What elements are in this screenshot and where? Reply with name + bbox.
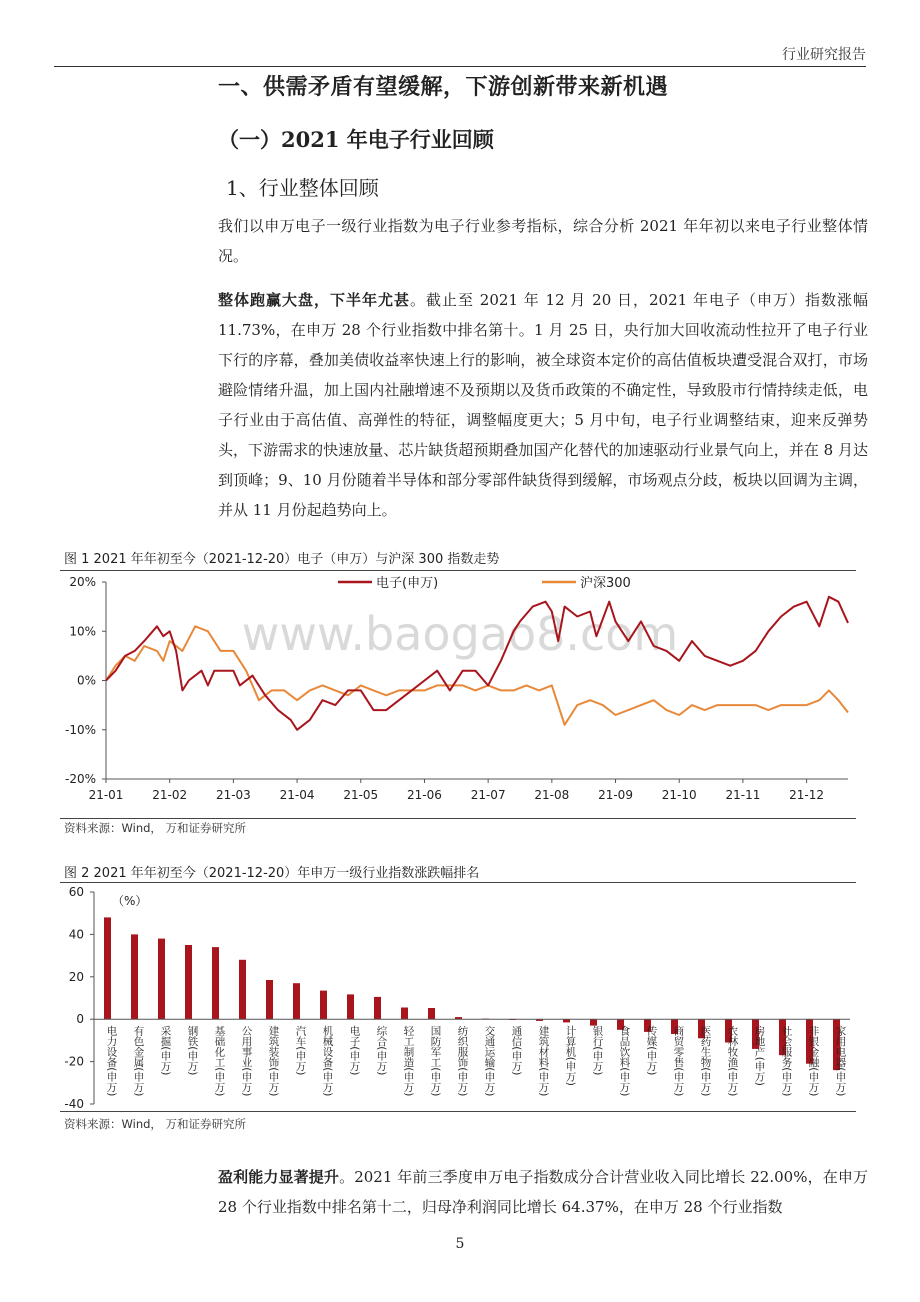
legend-label: 沪深300	[580, 576, 631, 591]
y-tick-label: -40	[64, 1097, 84, 1111]
x-tick-label: 21-01	[88, 788, 124, 802]
report-type-label: 行业研究报告	[782, 47, 866, 63]
y-tick-label: -10%	[64, 722, 96, 737]
profitability-lead: 盈利能力显著提升	[218, 1168, 340, 1186]
market-review-paragraph	[218, 285, 868, 525]
x-tick-label: 21-03	[215, 788, 251, 802]
category-label: 国防军工(申万)	[429, 1025, 442, 1097]
category-label: 商贸零售(申万)	[672, 1025, 685, 1097]
x-tick-label: 21-08	[534, 788, 570, 802]
y-tick-label: -20%	[64, 772, 96, 786]
bar	[266, 980, 273, 1019]
y-tick-label: 0	[76, 1012, 84, 1027]
category-label: 银行(申万)	[591, 1025, 604, 1076]
market-review-lead: 整体跑赢大盘，下半年尤甚	[218, 291, 411, 309]
bar	[104, 917, 111, 1019]
category-label: 交通运输(申万)	[483, 1025, 496, 1097]
category-label: 基础化工(申万)	[213, 1025, 226, 1097]
category-label: 计算机(申万)	[564, 1025, 577, 1086]
bar	[374, 997, 381, 1019]
category-label: 家用电器(申万)	[834, 1025, 847, 1097]
bar	[212, 947, 219, 1019]
category-label: 电力设备(申万)	[105, 1025, 118, 1097]
profitability-body: 。2021 年前三季度申万电子指数成分合计营业收入同比增长 22.00%，在申万 28 个行业指数中排名第十二，归母净利润同比增长 64.37%，在申万 28 个行业指数	[218, 1168, 868, 1216]
category-label: 轻工制造(申万)	[402, 1025, 415, 1097]
y-tick-label: 60	[68, 885, 84, 899]
y-tick-label: 20	[68, 969, 84, 984]
bar	[401, 1008, 408, 1020]
category-label: 电子(申万)	[348, 1025, 361, 1076]
x-tick-label: 21-11	[725, 788, 761, 802]
figure2-title: 图 2 2021 年年初至今（2021-12-20）年申万一级行业指数涨跌幅排名	[64, 866, 480, 881]
unit-label: （%）	[112, 894, 148, 908]
x-tick-label: 21-09	[598, 788, 633, 802]
section-heading: 一、供需矛盾有望缓解，下游创新带来新机遇	[218, 74, 669, 100]
x-tick-label: 21-07	[470, 788, 506, 802]
category-label: 传媒(申万)	[645, 1025, 658, 1076]
market-review-body: 。截止至 2021 年 12 月 20 日，2021 年电子（申万）指数涨幅 11.73%，在申万 28 个行业指数中排名第十。1 月 25 日，央行加大回收流动性拉开了电子行业下行的序幕，叠加美债收益率快速上行的影响，被全球资本定价的高估值板块遭受混合双打，市场避险情绪升温，加上国内社融增速不及预期以及货币政策的不确定性，导致股市行情持续走低，电子行业由于高估值、高弹性的特征，调整幅度更大；5 月中旬，电子行业调整结束，迎来反弹势头，下游需求的快速放量、芯片缺货超预期叠加国产化替代的加速驱动行业景气向上，并在 8 月达到顶峰；9、10 月份随着半导体和部分零部件缺货得到缓解，市场观点分歧，板块以回调为主调，并从 11 月份起趋势向上。	[218, 291, 868, 519]
profitability-paragraph	[218, 1162, 868, 1222]
category-label: 食品饮料(申万)	[618, 1025, 631, 1097]
watermark-text: www.baogao8.com	[241, 607, 679, 661]
x-tick-label: 21-10	[661, 788, 697, 802]
category-label: 采掘(申万)	[159, 1025, 172, 1076]
bar	[239, 960, 246, 1019]
figure2-bottom-rule	[60, 1111, 856, 1112]
header-divider	[54, 66, 866, 67]
page-number: 5	[455, 1236, 465, 1252]
industry-ranking-bar-chart	[0, 882, 920, 1112]
category-label: 非银金融(申万)	[807, 1025, 820, 1097]
bar	[158, 939, 165, 1020]
category-label: 综合(申万)	[375, 1025, 388, 1076]
subsubsection-heading: 1、行业整体回顾	[226, 176, 379, 200]
category-label: 社会服务(申万)	[780, 1025, 793, 1097]
index-trend-line-chart	[0, 570, 920, 820]
figure1-source: 资料来源：Wind， 万和证券研究所	[64, 821, 247, 835]
y-tick-label: 0%	[76, 673, 96, 688]
x-tick-label: 21-06	[407, 788, 442, 802]
intro-paragraph: 我们以申万电子一级行业指数为电子行业参考指标，综合分析 2021 年年初以来电子行业整体情况。	[218, 217, 868, 265]
category-label: 建筑材料(申万)	[537, 1025, 550, 1097]
category-label: 纺织服饰(申万)	[456, 1025, 469, 1097]
category-label: 房地产(申万)	[753, 1025, 766, 1086]
y-tick-label: 10%	[69, 624, 96, 639]
bar	[185, 945, 192, 1019]
category-label: 有色金属(申万)	[132, 1025, 145, 1097]
bar	[320, 991, 327, 1020]
bar	[347, 994, 354, 1019]
x-tick-label: 21-05	[343, 788, 379, 802]
category-label: 公用事业(申万)	[240, 1025, 253, 1097]
bar	[428, 1008, 435, 1019]
x-tick-label: 21-02	[152, 788, 188, 802]
subsection-heading: （一）2021 年电子行业回顾	[218, 127, 494, 152]
legend-label: 电子(申万)	[376, 576, 439, 591]
y-tick-label: -20	[64, 1054, 84, 1069]
category-label: 机械设备(申万)	[321, 1025, 334, 1097]
figure2-source: 资料来源：Wind， 万和证券研究所	[64, 1117, 247, 1131]
category-label: 钢铁(申万)	[186, 1025, 199, 1076]
figure1-title: 图 1 2021 年年初至今（2021-12-20）电子（申万）与沪深 300 指数走势	[64, 552, 500, 567]
x-tick-label: 21-04	[279, 788, 315, 802]
category-label: 医药生物(申万)	[699, 1025, 712, 1097]
figure1-bottom-rule	[60, 818, 856, 819]
category-label: 通信(申万)	[510, 1025, 523, 1076]
y-tick-label: 20%	[69, 575, 96, 589]
bar	[293, 983, 300, 1019]
y-tick-label: 40	[68, 927, 84, 942]
x-tick-label: 21-12	[789, 788, 825, 802]
category-label: 建筑装饰(申万)	[267, 1025, 280, 1097]
category-label: 农林牧渔(申万)	[726, 1025, 739, 1097]
category-label: 汽车(申万)	[294, 1025, 307, 1076]
bar	[131, 934, 138, 1019]
